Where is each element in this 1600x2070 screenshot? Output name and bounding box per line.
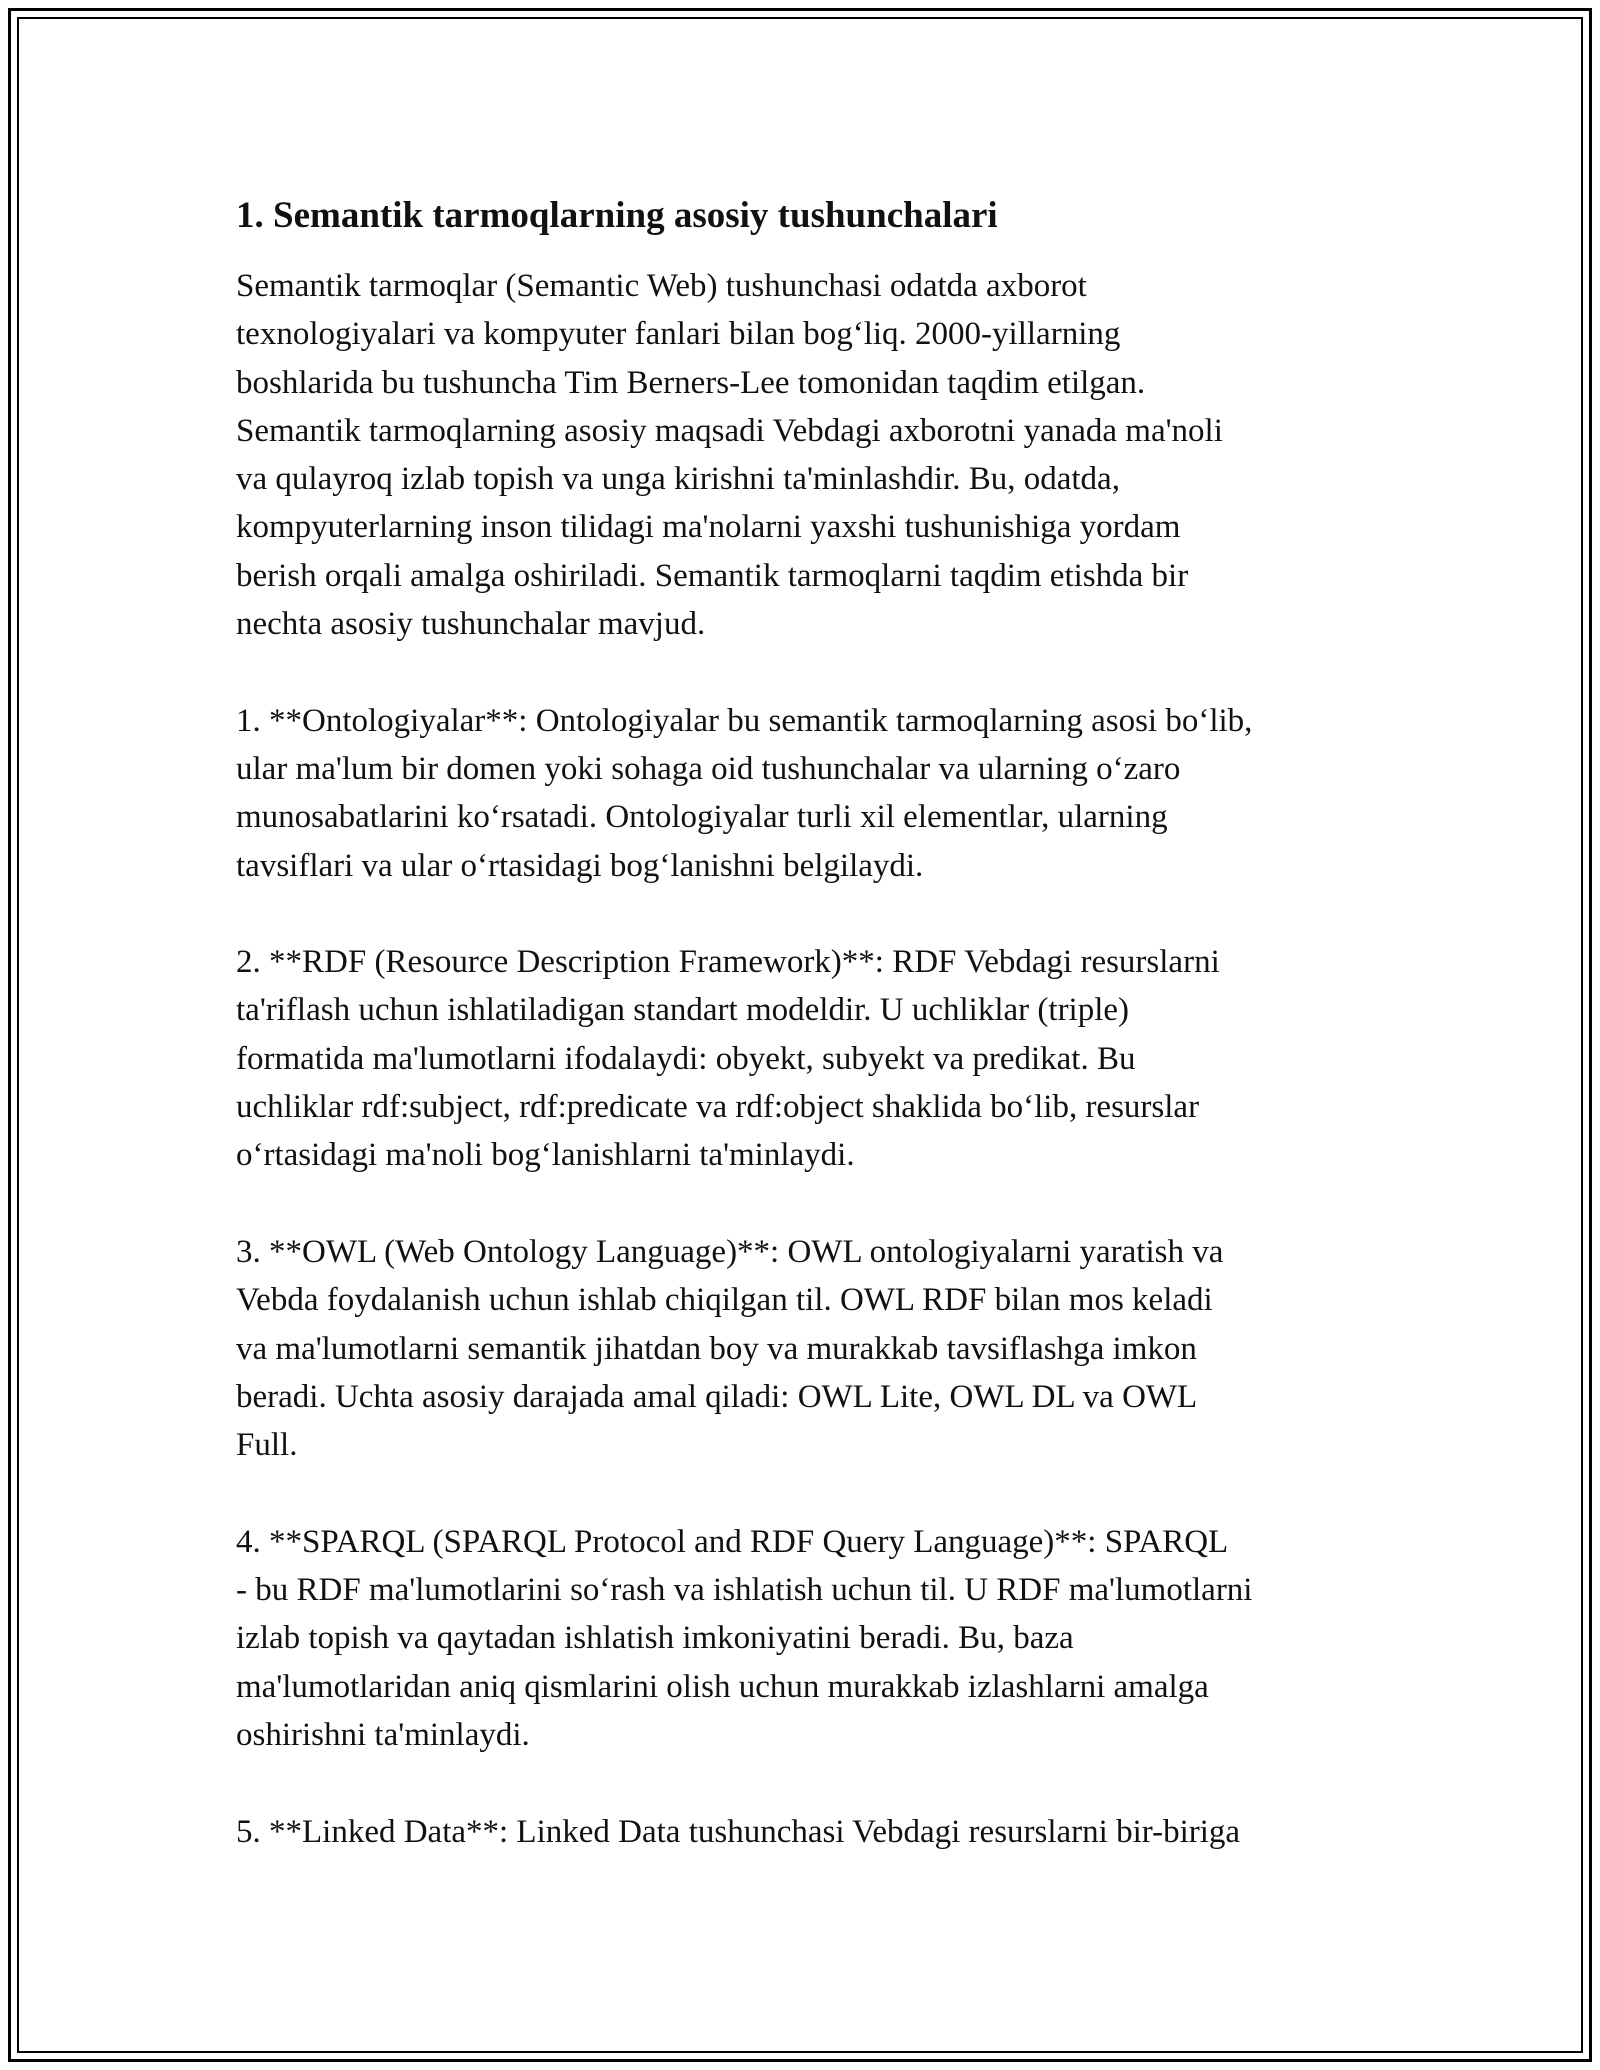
text-line: Semantik tarmoqlar (Semantic Web) tushunchasi odatda axborot <box>236 268 1087 304</box>
text-line: - bu RDF ma'lumotlarini so‘rash va ishlatish uchun til. U RDF ma'lumotlarni <box>236 1572 1253 1609</box>
text-line: boshlarida bu tushuncha Tim Berners-Lee tomonidan taqdim etilgan. <box>236 364 1146 401</box>
paragraph-owl <box>236 1228 1386 1469</box>
paragraph-rdf <box>236 938 1386 1179</box>
text-line: o‘rtasidagi ma'noli bog‘lanishlarni ta'minlaydi. <box>236 1137 855 1174</box>
text-line: ular ma'lum bir domen yoki sohaga oid tushunchalar va ularning o‘zaro <box>236 750 1181 787</box>
text-line: 3. **OWL (Web Ontology Language)**: OWL ontologiyalarni yaratish va <box>236 1233 1224 1270</box>
text-line: beradi. Uchta asosiy darajada amal qiladi: OWL Lite, OWL DL va OWL <box>236 1378 1198 1415</box>
text-line: va qulayroq izlab topish va unga kirishni ta'minlashdir. Bu, odatda, <box>236 461 1120 498</box>
text-line: tavsiflari va ular o‘rtasidagi bog‘lanishni belgilaydi. <box>236 847 924 884</box>
text-line: berish orqali amalga oshiriladi. Semantik tarmoqlarni taqdim etishda bir <box>236 557 1189 594</box>
text-line: Full. <box>236 1427 298 1464</box>
text-line: oshirishni ta'minlaydi. <box>236 1716 530 1753</box>
text-line: texnologiyalari va kompyuter fanlari bilan bog‘liq. 2000-yillarning <box>236 316 1121 353</box>
document-body <box>236 188 1386 1904</box>
text-line: 2. **RDF (Resource Description Framework)**: RDF Vebdagi resurslarni <box>236 944 1220 981</box>
text-line: kompyuterlarning inson tilidagi ma'nolarni yaxshi tushunishiga yordam <box>236 509 1181 546</box>
text-line: 1. **Ontologiyalar**: Ontologiyalar bu semantik tarmoqlarning asosi bo‘lib, <box>236 702 1253 739</box>
paragraph-ontologies <box>236 697 1386 890</box>
text-line: nechta asosiy tushunchalar mavjud. <box>236 606 706 643</box>
text-line: 5. **Linked Data**: Linked Data tushunchasi Vebdagi resurslarni bir-biriga <box>236 1813 1241 1850</box>
text-line: Vebda foydalanish uchun ishlab chiqilgan til. OWL RDF bilan mos keladi <box>236 1282 1213 1319</box>
text-line: Semantik tarmoqlarning asosiy maqsadi Vebdagi axborotni yanada ma'noli <box>236 412 1223 449</box>
text-line: formatida ma'lumotlarni ifodalaydi: obyekt, subyekt va predikat. Bu <box>236 1040 1136 1077</box>
section-heading: 1. Semantik tarmoqlarning asosiy tushunchalari <box>236 195 998 236</box>
paragraph-intro <box>236 262 1386 648</box>
text-line: ta'riflash uchun ishlatiladigan standart modeldir. U uchliklar (triple) <box>236 992 1130 1029</box>
text-line: uchliklar rdf:subject, rdf:predicate va rdf:object shaklida bo‘lib, resurslar <box>236 1089 1200 1126</box>
text-line: 4. **SPARQL (SPARQL Protocol and RDF Query Language)**: SPARQL <box>236 1523 1229 1560</box>
paragraph-sparql <box>236 1518 1386 1759</box>
text-line: ma'lumotlaridan aniq qismlarini olish uchun murakkab izlashlarni amalga <box>236 1668 1209 1705</box>
paragraph-linked-data <box>236 1808 1386 1856</box>
text-line: munosabatlarini ko‘rsatadi. Ontologiyalar turli xil elementlar, ularning <box>236 799 1168 836</box>
text-line: va ma'lumotlarni semantik jihatdan boy va murakkab tavsiflashga imkon <box>236 1330 1197 1367</box>
text-line: izlab topish va qaytadan ishlatish imkoniyatini beradi. Bu, baza <box>236 1620 1074 1657</box>
